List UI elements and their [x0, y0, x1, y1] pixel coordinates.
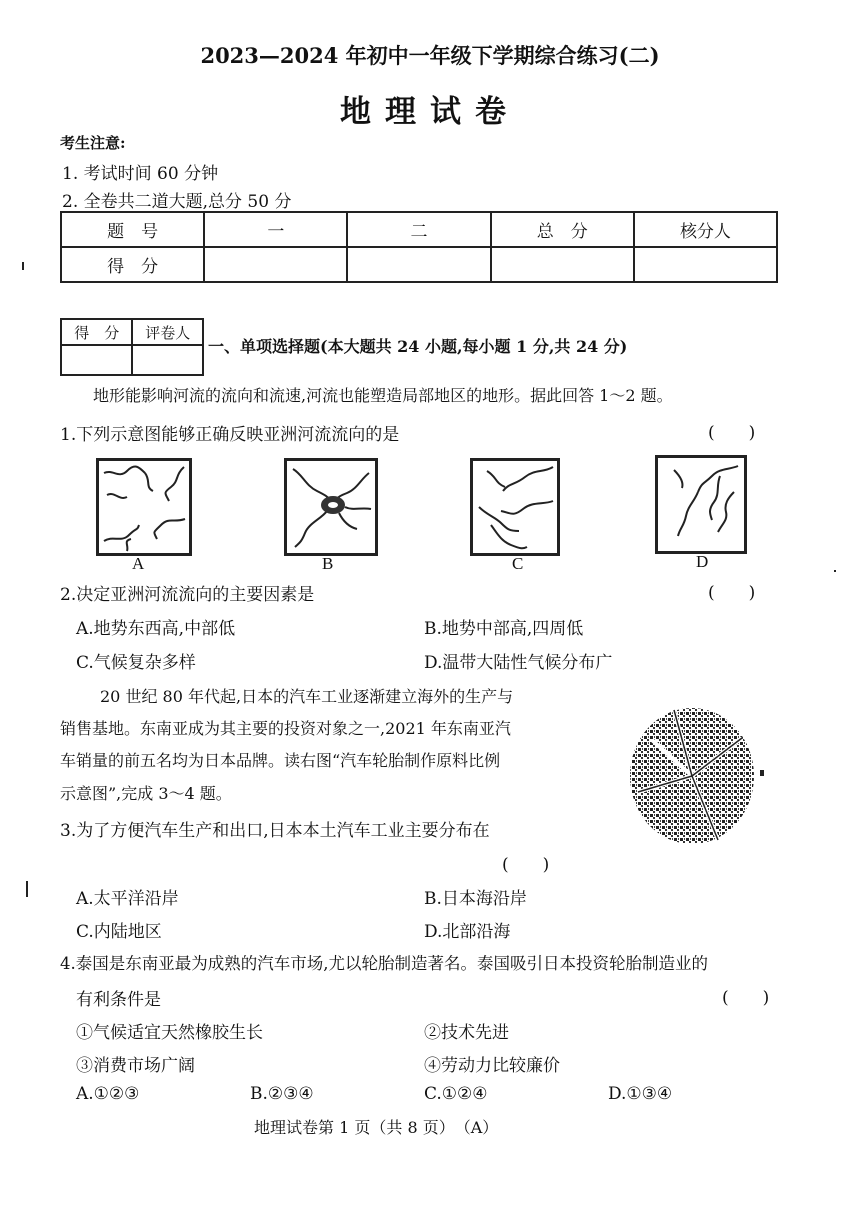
- score-table-header-part2: 二: [347, 212, 490, 247]
- river-diagram-a: [96, 458, 192, 556]
- question-1-answer[interactable]: ( ): [708, 423, 756, 443]
- question-3-option-c[interactable]: C.内陆地区: [76, 922, 162, 942]
- score-cell-checker[interactable]: [634, 247, 777, 282]
- grader-table: [60, 318, 204, 376]
- river-diagram-d-graphic: [658, 458, 744, 551]
- river-diagram-label-d: D: [696, 552, 709, 571]
- page-footer: 地理试卷第 1 页（共 8 页） （A）: [254, 1118, 499, 1137]
- river-diagram-b: [284, 458, 378, 556]
- question-4-condition-4: ④劳动力比较廉价: [424, 1056, 560, 1076]
- score-table: [60, 211, 778, 283]
- question-3-option-a[interactable]: A.太平洋沿岸: [76, 889, 179, 909]
- question-2-answer[interactable]: ( ): [708, 583, 756, 603]
- river-diagram-label-c: C: [512, 554, 524, 573]
- question-4-stem-line-1: 4.泰国是东南亚最为成熟的汽车市场,尤以轮胎制造著名。泰国吸引日本投资轮胎制造业的: [60, 954, 708, 973]
- score-table-header-part1: 一: [204, 212, 347, 247]
- tire-material-pie-graphic: [620, 700, 768, 852]
- question-4-condition-1: ①气候适宜天然橡胶生长: [76, 1023, 263, 1043]
- river-diagram-b-graphic: [287, 461, 375, 553]
- question-2-option-c[interactable]: C.气候复杂多样: [76, 653, 196, 673]
- passage-line-4: 示意图”,完成 3～4 题。: [60, 784, 232, 803]
- tire-material-pie-figure: [620, 700, 768, 852]
- question-4-option-b[interactable]: B.②③④: [250, 1084, 314, 1104]
- exam-title: 2023—2024 年初中一年级下学期综合练习(二): [200, 43, 660, 68]
- notice-item-2: 2. 全卷共二道大题,总分 50 分: [62, 192, 292, 212]
- question-4-answer[interactable]: ( ): [722, 988, 770, 1008]
- score-table-header-checker: 核分人: [634, 212, 777, 247]
- score-table-header-number: 题 号: [61, 212, 204, 247]
- river-diagram-d: [655, 455, 747, 554]
- score-cell-total[interactable]: [491, 247, 634, 282]
- river-diagram-label-a: A: [132, 554, 145, 573]
- river-diagram-label-b: B: [322, 554, 334, 573]
- scan-mark: [834, 570, 836, 572]
- question-4-condition-2: ②技术先进: [424, 1023, 509, 1043]
- question-3-stem: 3.为了方便汽车生产和出口,日本本土汽车工业主要分布在: [60, 821, 490, 841]
- grader-header-score: 得 分: [61, 319, 132, 345]
- passage-line-2: 销售基地。东南亚成为其主要的投资对象之一,2021 年东南亚汽: [60, 719, 511, 738]
- subject-title: 地理试卷: [340, 94, 520, 130]
- question-4-stem-line-2: 有利条件是: [76, 990, 161, 1010]
- grader-cell-reviewer[interactable]: [132, 345, 203, 375]
- question-2-option-d[interactable]: D.温带大陆性气候分布广: [424, 653, 613, 673]
- score-table-header-total: 总 分: [491, 212, 634, 247]
- grader-header-reviewer: 评卷人: [132, 319, 203, 345]
- question-2-option-a[interactable]: A.地势东西高,中部低: [76, 619, 236, 639]
- question-3-answer[interactable]: ( ): [502, 855, 550, 875]
- question-2-stem: 2.决定亚洲河流流向的主要因素是: [60, 585, 315, 605]
- grader-cell-score[interactable]: [61, 345, 132, 375]
- river-diagram-c: [470, 458, 560, 556]
- score-cell-part2[interactable]: [347, 247, 490, 282]
- question-4-option-c[interactable]: C.①②④: [424, 1084, 488, 1104]
- question-1-stem: 1.下列示意图能够正确反映亚洲河流流向的是: [60, 425, 400, 445]
- scan-mark: [22, 262, 24, 270]
- score-cell-part1[interactable]: [204, 247, 347, 282]
- question-4-condition-3: ③消费市场广阔: [76, 1056, 195, 1076]
- question-3-option-b[interactable]: B.日本海沿岸: [424, 889, 527, 909]
- notice-item-1: 1. 考试时间 60 分钟: [62, 164, 219, 184]
- river-diagram-a-graphic: [99, 461, 189, 553]
- passage-line-1: 20 世纪 80 年代起,日本的汽车工业逐渐建立海外的生产与: [100, 687, 514, 706]
- question-2-option-b[interactable]: B.地势中部高,四周低: [424, 619, 584, 639]
- score-table-row-label: 得 分: [61, 247, 204, 282]
- passage-line-3: 车销量的前五名均为日本品牌。读右图“汽车轮胎制作原料比例: [60, 751, 501, 770]
- question-4-option-d[interactable]: D.①③④: [608, 1084, 673, 1104]
- question-4-option-a[interactable]: A.①②③: [76, 1084, 140, 1104]
- section-intro: 地形能影响河流的流向和流速,河流也能塑造局部地区的地形。据此回答 1～2 题。: [93, 386, 673, 405]
- scan-mark: [26, 881, 28, 897]
- section-title: 一、单项选择题(本大题共 24 小题,每小题 1 分,共 24 分): [208, 337, 628, 356]
- notice-heading: 考生注意:: [60, 134, 126, 152]
- river-diagram-c-graphic: [473, 461, 557, 553]
- question-3-option-d[interactable]: D.北部沿海: [424, 922, 511, 942]
